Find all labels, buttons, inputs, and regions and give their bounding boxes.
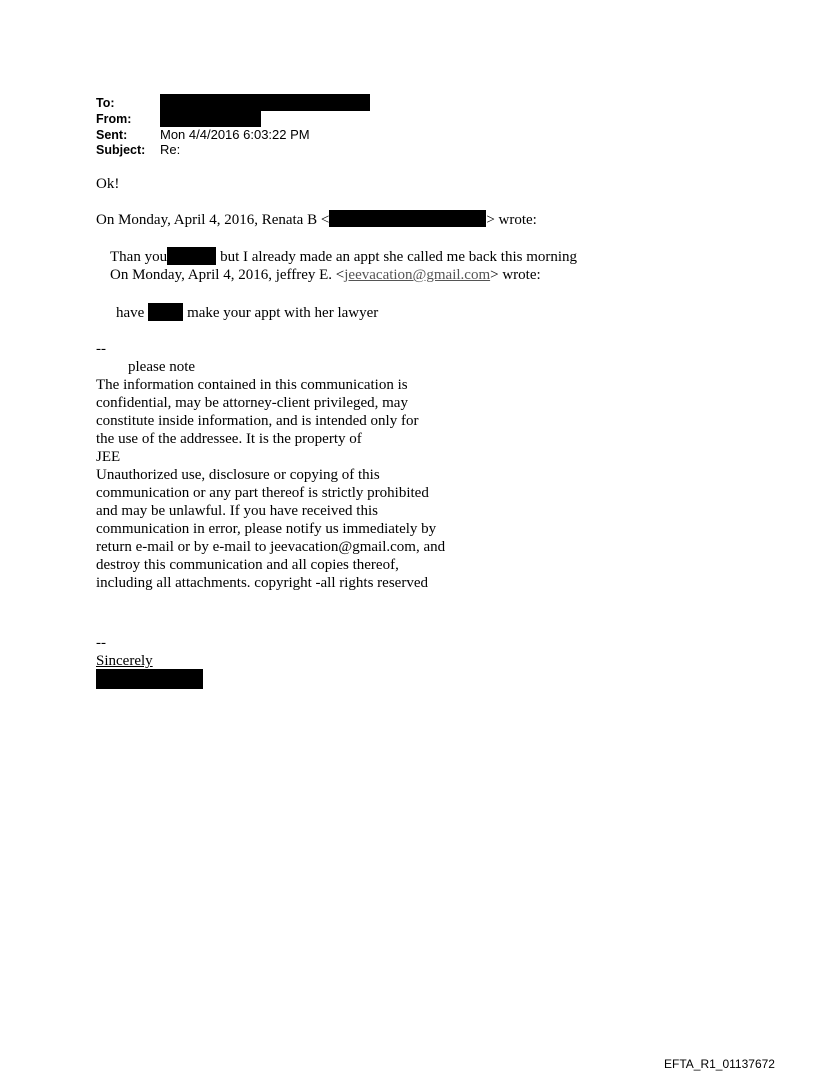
- name-redaction-2: [148, 303, 183, 321]
- document-id: EFTA_R1_01137672: [664, 1057, 775, 1071]
- quoted-line-1: [110, 247, 577, 266]
- disclaimer-line: Unauthorized use, disclosure or copying of this: [96, 467, 380, 483]
- quote-header-1: [96, 210, 537, 229]
- quoted-line-2-prefix: have: [116, 305, 145, 321]
- disclaimer-line: communication in error, please notify us immediately by: [96, 521, 437, 537]
- from-label: From:: [96, 112, 132, 126]
- disclaimer-line: constitute inside information, and is intended only for: [96, 413, 419, 429]
- quote-header-2-suffix: > wrote:: [490, 267, 541, 283]
- quote-header-1-prefix: On Monday, April 4, 2016, Renata B <: [96, 212, 330, 228]
- disclaimer-line: the use of the addressee. It is the property of: [96, 431, 362, 447]
- quote-header-1-suffix: > wrote:: [486, 212, 537, 228]
- signature-separator: --: [96, 635, 106, 651]
- quoted-line-2-suffix: make your appt with her lawyer: [187, 305, 379, 321]
- name-redaction-1: [167, 247, 216, 265]
- quoted-line-1-prefix: Than you: [110, 249, 168, 265]
- reply-text: Ok!: [96, 176, 120, 192]
- sender-email-redaction: [329, 210, 486, 227]
- quote-email-link[interactable]: jeevacation@gmail.com: [344, 267, 491, 283]
- quote-header-2-prefix: On Monday, April 4, 2016, jeffrey E. <: [110, 267, 345, 283]
- disclaimer-line: JEE: [96, 449, 121, 465]
- quoted-line-2: [116, 303, 378, 322]
- from-redaction: [160, 111, 261, 127]
- sent-label: Sent:: [96, 128, 128, 142]
- disclaimer-line: communication or any part thereof is strictly prohibited: [96, 485, 429, 501]
- to-label: To:: [96, 96, 115, 110]
- disclaimer-line: return e-mail or by e-mail to jeevacation@gmail.com, and: [96, 539, 446, 555]
- sent-value: Mon 4/4/2016 6:03:22 PM: [160, 127, 310, 142]
- signature-closing: Sincerely: [96, 653, 153, 669]
- disclaimer-line: including all attachments. copyright -all rights reserved: [96, 575, 428, 591]
- quote-header-2: [110, 266, 541, 284]
- disclaimer-line: The information contained in this communication is: [96, 377, 408, 393]
- disclaimer-line: destroy this communication and all copies thereof,: [96, 557, 399, 573]
- to-redaction: [160, 94, 370, 111]
- subject-value: Re:: [160, 142, 181, 157]
- quoted-line-1-suffix: but I already made an appt she called me back this morning: [220, 249, 578, 265]
- disclaimer-line: and may be unlawful. If you have received this: [96, 503, 378, 519]
- disclaimer-title: please note: [128, 359, 196, 375]
- disclaimer-body: [96, 376, 445, 592]
- disclaimer-line: confidential, may be attorney-client privileged, may: [96, 395, 408, 411]
- signature-name-redaction: [96, 669, 203, 689]
- subject-label: Subject:: [96, 143, 146, 157]
- disclaimer-separator: --: [96, 341, 106, 357]
